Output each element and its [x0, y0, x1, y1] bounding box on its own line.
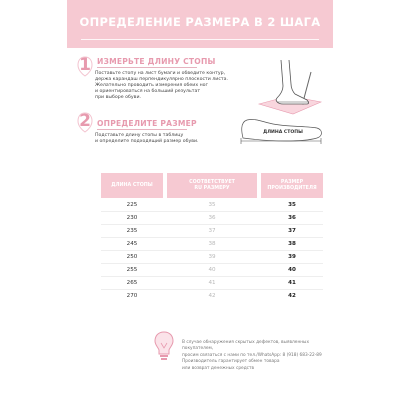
page-title: ОПРЕДЕЛЕНИЕ РАЗМЕРА В 2 ШАГА: [79, 15, 321, 29]
step2-title: ОПРЕДЕЛИТЕ РАЗМЕР: [97, 119, 197, 128]
step1-text-line: Желательно проводить измерения обеих ног: [95, 83, 208, 89]
cell-length: 230: [126, 215, 138, 221]
cell-maker-size: 40: [288, 267, 296, 273]
step1-title: ИЗМЕРЬТЕ ДЛИНУ СТОПЫ: [97, 57, 216, 66]
cell-length: 245: [126, 241, 138, 247]
cell-maker-size: 36: [288, 215, 296, 221]
step1-separator: [97, 67, 197, 68]
th-ru-size-line1: СООТВЕТСТВУЕТ: [189, 179, 235, 185]
step2-text: [95, 133, 235, 145]
cell-ru-size: 39: [208, 254, 216, 260]
th-ru-size: [167, 173, 257, 198]
step1-text-line: держа карандаш перпендикулярно плоскости листа.: [95, 77, 229, 83]
th-maker-size: [261, 173, 323, 198]
cell-maker-size: 39: [288, 254, 296, 260]
step1-number: 1: [79, 55, 91, 75]
cell-length: 270: [126, 293, 138, 299]
th-foot-length-label: ДЛИНА СТОПЫ: [111, 182, 153, 188]
step1-text-line: при выборе обуви.: [95, 95, 141, 101]
cell-maker-size: 42: [288, 293, 296, 299]
cell-ru-size: 40: [208, 267, 216, 273]
cell-length: 255: [126, 267, 138, 273]
step2-text-line: Подставьте длину стопы в таблицу: [95, 133, 184, 138]
step1-badge-icon: [77, 56, 93, 77]
cell-length: 235: [126, 228, 138, 234]
size-guide-page: [67, 0, 333, 400]
cell-ru-size: 41: [208, 280, 216, 286]
row-divider: [101, 289, 323, 290]
cell-length: 265: [126, 280, 138, 286]
row-divider: [101, 237, 323, 238]
note-line: Производитель гарантирует обмен товара: [182, 359, 280, 365]
step2-separator: [97, 129, 187, 130]
th-ru-size-line2: RU РАЗМЕРУ: [194, 185, 230, 191]
step1-text-line: Поставьте стопу на лист бумаги и обведите контур,: [95, 71, 226, 76]
note-line: В случае обнаружения скрытых дефектов, выявленных покупателем,: [182, 340, 309, 352]
lightbulb-icon: [152, 330, 176, 364]
foot-on-ruler-icon: [233, 114, 327, 148]
step2-badge-icon: [77, 112, 93, 133]
row-divider: [101, 263, 323, 264]
cell-length: 225: [126, 202, 138, 208]
cell-maker-size: 35: [288, 202, 296, 208]
header-banner: [67, 0, 333, 48]
row-divider: [101, 276, 323, 277]
cell-ru-size: 36: [208, 215, 216, 221]
step1-text-line: и ориентироваться на больший результат: [95, 89, 201, 95]
row-divider: [101, 224, 323, 225]
warranty-note: [182, 340, 330, 372]
cell-length: 250: [126, 254, 138, 260]
th-maker-size-line1: РАЗМЕР: [280, 179, 304, 185]
cell-ru-size: 42: [208, 293, 216, 299]
row-divider: [101, 250, 323, 251]
th-foot-length: [101, 173, 163, 198]
cell-maker-size: 41: [288, 280, 296, 286]
cell-maker-size: 37: [288, 228, 296, 234]
step2-text-line: и определите подходящий размер обуви.: [95, 139, 199, 145]
step2-number: 2: [79, 111, 91, 131]
header-underline: [81, 39, 319, 40]
cell-ru-size: 35: [208, 202, 216, 208]
cell-ru-size: 38: [208, 241, 216, 247]
cell-maker-size: 38: [288, 241, 296, 247]
note-line: или возврат денежных средств: [182, 365, 255, 371]
step1-text: [95, 71, 240, 101]
cell-ru-size: 37: [208, 228, 216, 234]
note-line: просим связаться с нами по тел./WhatsApp: 8 (918) 683-22-89: [182, 352, 322, 358]
th-maker-size-line2: ПРОИЗВОДИТЕЛЯ: [267, 185, 317, 191]
ruler-label: ДЛИНА СТОПЫ: [263, 130, 303, 135]
row-divider: [101, 211, 323, 212]
foot-on-paper-icon: [253, 58, 325, 120]
